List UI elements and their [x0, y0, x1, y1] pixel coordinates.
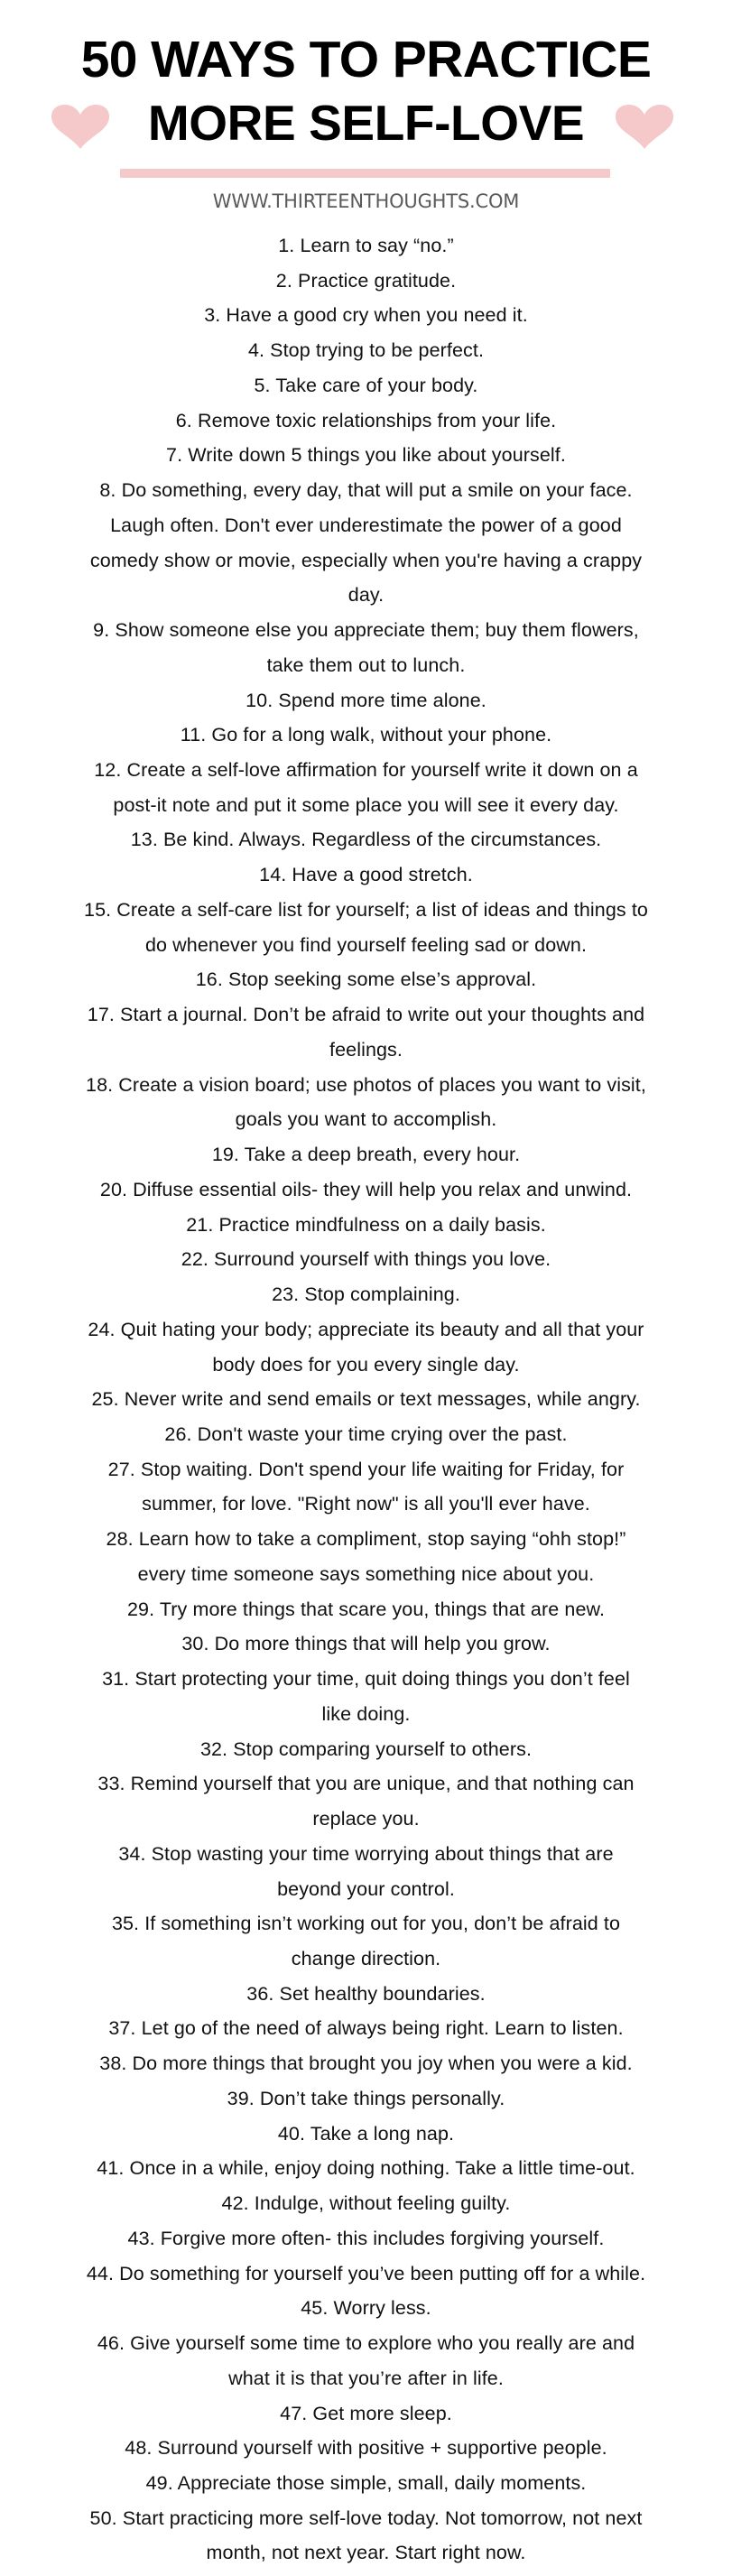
list-item-line: 50. Start practicing more self-love today. Not tomorrow, not next: [89, 2507, 643, 2529]
list-item: [0, 968, 732, 1003]
list-item-line: Laugh often. Don't ever underestimate the power of a good: [110, 514, 622, 536]
list-item-line: 37. Let go of the need of always being right. Learn to listen.: [108, 2017, 624, 2040]
list-item: [0, 2156, 732, 2191]
list-item-line: 20. Diffuse essential oils- they will help you relax and unwind.: [99, 1178, 633, 1200]
list-item-line: body does for you every single day.: [212, 1353, 520, 1376]
heart-icon: [616, 105, 673, 150]
list-item: [0, 618, 732, 688]
list-item: [0, 2122, 732, 2157]
list-item: [0, 1982, 732, 2017]
list-item-line: summer, for love. "Right now" is all you'll ever have.: [142, 1493, 590, 1515]
list-item: [0, 2262, 732, 2297]
list-item-line: change direction.: [291, 1947, 441, 1969]
heart-icon-right-svg: [616, 105, 673, 150]
list-item: [0, 2331, 732, 2401]
list-item-line: 47. Get more sleep.: [280, 2402, 452, 2424]
list-item-line: 28. Learn how to take a compliment, stop saying “ohh stop!”: [106, 1528, 626, 1551]
list-item: [0, 1143, 732, 1178]
list-item-line: 43. Forgive more often- this includes forgiving yourself.: [127, 2227, 605, 2249]
list-item-line: 21. Practice mindfulness on a daily basis.: [186, 1213, 546, 1236]
list-item-line: 25. Never write and send emails or text messages, while angry.: [91, 1388, 641, 1411]
list-item-line: 11. Go for a long walk, without your phone.: [180, 724, 552, 746]
list-item-line: 7. Write down 5 things you like about yourself.: [166, 444, 566, 467]
list-item: [0, 1073, 732, 1143]
list-item: [0, 723, 732, 758]
list-item-line: what it is that you’re after in life.: [228, 2367, 504, 2389]
list-item-line: 8. Do something, every day, that will put a smile on your face.: [99, 479, 633, 502]
list-item: [0, 1387, 732, 1422]
list-item-line: feelings.: [329, 1038, 403, 1061]
list-item: [0, 2191, 732, 2227]
list-item-line: 13. Be kind. Always. Regardless of the circumstances.: [130, 829, 602, 851]
list-item: [0, 2087, 732, 2122]
list-item-line: 32. Stop comparing yourself to others.: [199, 1737, 533, 1760]
list-item-line: take them out to lunch.: [266, 653, 466, 676]
list-item-line: 45. Worry less.: [301, 2297, 431, 2320]
title-divider: [120, 169, 610, 178]
list-item: [0, 1737, 732, 1773]
list-item: [0, 1527, 732, 1597]
list-item-line: 3. Have a good cry when you need it.: [204, 304, 528, 327]
list-item: [0, 1318, 732, 1387]
list-item-line: 35. If something isn’t working out for you, don’t be afraid to: [111, 1913, 621, 1935]
list-item-line: goals you want to accomplish.: [235, 1108, 497, 1131]
list-item: [0, 828, 732, 863]
list-item: [0, 409, 732, 444]
list-item: [0, 1772, 732, 1841]
list-item-line: 6. Remove toxic relationships from your life.: [175, 409, 557, 431]
list-item-line: 27. Stop waiting. Don't spend your life waiting for Friday, for: [107, 1458, 625, 1480]
list-item: [0, 1247, 732, 1283]
list-item-line: 22. Surround yourself with things you love.: [181, 1248, 551, 1271]
list-item: [0, 1667, 732, 1737]
list-item-line: 1. Learn to say “no.”: [278, 235, 454, 256]
list-item: [0, 1422, 732, 1458]
list-item: [0, 338, 732, 374]
list-item: [0, 2227, 732, 2262]
list-item-line: 10. Spend more time alone.: [246, 689, 486, 711]
list-item-line: 18. Create a vision board; use photos of places you want to visit,: [86, 1073, 646, 1096]
list-item: [0, 2507, 732, 2576]
list-item-line: day.: [347, 584, 385, 607]
list-item-line: do whenever you find yourself feeling sad or down.: [144, 933, 588, 956]
list-item: [0, 2471, 732, 2507]
list-item: [0, 2052, 732, 2087]
list-item: [0, 478, 732, 618]
list-item: [0, 689, 732, 724]
list-item-line: every time someone says something nice about you.: [137, 1562, 595, 1585]
list-item: [0, 1283, 732, 1318]
list-item: [0, 2296, 732, 2331]
list-item: [0, 1912, 732, 1981]
page-title-line-1: 50 WAYS TO PRACTICE: [80, 31, 652, 88]
list-item: [0, 2436, 732, 2471]
list-item: [0, 1632, 732, 1667]
list-item-line: 42. Indulge, without feeling guilty.: [221, 2192, 511, 2215]
website-url: WWW.THIRTEENTHOUGHTS.COM: [212, 190, 520, 212]
list-item-line: 24. Quit hating your body; appreciate its beauty and all that your: [88, 1318, 644, 1340]
list-item: [0, 269, 732, 304]
list-item-line: 49. Appreciate those simple, small, daily moments.: [145, 2472, 587, 2494]
list-item: [0, 303, 732, 338]
list-item-line: 15. Create a self-care list for yourself; a list of ideas and things to: [84, 898, 648, 921]
list-item-line: 30. Do more things that will help you grow.: [181, 1633, 551, 1655]
list-item-line: 9. Show someone else you appreciate them; buy them flowers,: [93, 619, 639, 642]
list-item: [0, 1598, 732, 1633]
list-item-line: 48. Surround yourself with positive + supportive people.: [125, 2437, 607, 2460]
list-item-line: comedy show or movie, especially when you're having a crappy: [89, 549, 643, 571]
list-item: [0, 234, 732, 269]
list-item: [0, 1458, 732, 1527]
list-item: [0, 2402, 732, 2437]
list-item-line: 29. Try more things that scare you, things that are new.: [126, 1598, 606, 1620]
self-love-tips-list: [0, 234, 732, 2576]
list-item-line: 4. Stop trying to be perfect.: [247, 339, 485, 362]
list-item-line: replace you.: [312, 1808, 420, 1830]
list-item-line: 23. Stop complaining.: [272, 1283, 460, 1306]
list-item-line: 46. Give yourself some time to explore who you really are and: [97, 2332, 635, 2355]
list-item: [0, 1003, 732, 1072]
list-item-line: month, not next year. Start right now.: [206, 2542, 526, 2564]
list-item: [0, 443, 732, 478]
list-item-line: 39. Don’t take things personally.: [227, 2087, 505, 2109]
list-item-line: beyond your control.: [277, 1877, 455, 1900]
list-item-line: like doing.: [321, 1702, 411, 1725]
list-item: [0, 1213, 732, 1248]
list-item-line: 40. Take a long nap.: [277, 2122, 455, 2145]
list-item-line: 26. Don't waste your time crying over the past.: [164, 1422, 568, 1445]
list-item-line: 33. Remind yourself that you are unique, and that nothing can: [97, 1773, 635, 1795]
list-item-line: 36. Set healthy boundaries.: [246, 1982, 486, 2005]
list-item-line: 16. Stop seeking some else’s approval.: [195, 968, 537, 991]
list-item-line: 31. Start protecting your time, quit doing things you don’t feel: [102, 1668, 630, 1691]
list-item-line: 34. Stop wasting your time worrying about things that are: [118, 1842, 614, 1865]
list-item: [0, 758, 732, 828]
list-item-line: 41. Once in a while, enjoy doing nothing. Take a little time-out.: [97, 2157, 635, 2180]
list-item: [0, 374, 732, 409]
list-item-line: 17. Start a journal. Don’t be afraid to write out your thoughts and: [87, 1004, 645, 1026]
list-item-line: 44. Do something for yourself you’ve been putting off for a while.: [86, 2262, 646, 2284]
list-item-line: 5. Take care of your body.: [254, 374, 478, 396]
list-item: [0, 1178, 732, 1213]
list-item-line: 2. Practice gratitude.: [275, 269, 457, 292]
list-item: [0, 863, 732, 898]
list-item: [0, 1842, 732, 1912]
list-item: [0, 2016, 732, 2052]
list-item-line: 19. Take a deep breath, every hour.: [211, 1144, 521, 1166]
list-item-line: 14. Have a good stretch.: [259, 864, 473, 886]
list-item-line: 12. Create a self-love affirmation for yourself write it down on a: [94, 759, 638, 782]
list-item-line: post-it note and put it some place you will see it every day.: [113, 793, 619, 816]
list-item-line: 38. Do more things that brought you joy when you were a kid.: [99, 2052, 633, 2075]
page-title-line-2: MORE SELF-LOVE: [147, 95, 585, 151]
list-item: [0, 898, 732, 968]
